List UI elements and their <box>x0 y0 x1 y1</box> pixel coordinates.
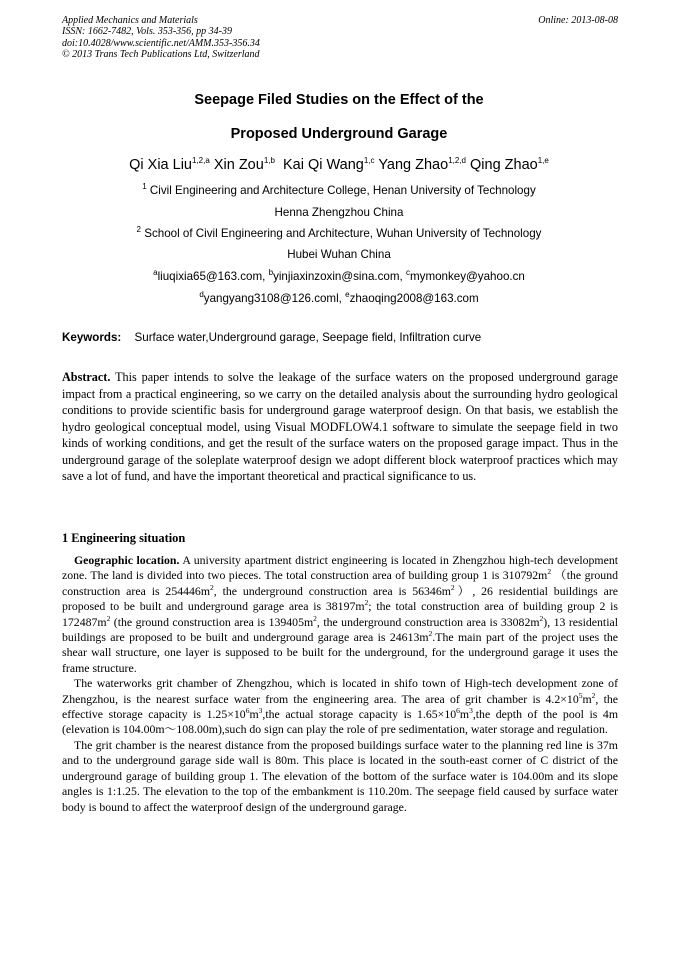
affiliation-1-location: Henna Zhengzhou China <box>274 206 404 219</box>
author-name: Yang Zhao <box>378 157 449 173</box>
abstract-label: Abstract. <box>62 370 111 384</box>
author-affiliation-mark: 1,b <box>263 156 275 166</box>
paper-title-line-1: Seepage Filed Studies on the Effect of the <box>194 92 484 108</box>
text-run: ; the total construction area of building group 2 is 172487m <box>62 599 618 629</box>
author-affiliation-mark: 1,c <box>363 156 375 166</box>
email-mark: c <box>405 268 410 278</box>
superscript: 3 <box>258 706 263 716</box>
journal-doi: doi:10.4028/www.scientific.net/AMM.353-356.34 <box>62 37 260 49</box>
email-address: yinjiaxinzoxin@sina.com, <box>273 270 406 283</box>
email-line-2 <box>0 292 678 305</box>
text-run: m <box>249 707 259 722</box>
text-run: .The main part of the project uses the shear wall structure, one layer is supposed to be built for the underground, for the underground garage it uses the frame structure. <box>62 630 618 675</box>
author-affiliation-mark: 1,2,a <box>192 156 210 166</box>
affiliation-number: 2 <box>136 225 141 235</box>
superscript: 2 <box>210 582 214 592</box>
text-run: （the ground construction area is 254446m <box>62 568 618 598</box>
affiliation-text: School of Civil Engineering and Architecture, Wuhan University of Technology <box>144 227 542 240</box>
keywords-text: Surface water,Underground garage, Seepage field, Infiltration curve <box>134 331 482 344</box>
superscript: 6 <box>245 706 250 716</box>
paper-title-line-2: Proposed Underground Garage <box>230 126 448 142</box>
email-mark: e <box>345 290 350 300</box>
affiliation-2-location: Hubei Wuhan China <box>287 248 391 261</box>
email-mark: b <box>268 268 274 278</box>
email-mark: d <box>199 290 204 300</box>
abstract-text: This paper intends to solve the leakage of the surface waters on the proposed underground garage impact from a practical engineering, so we carry on the detailed analysis about the surrounding hydro geological conditions to provide scientific basis for underground garage waterproof design. On that basis, we establish the hydro geological conceptual model, using Visual MODFLOW4.1 software to simulate the seepage field in two kinds of working conditions, and get the result of the surface waters on the proposed garage impact. Thus in the underground garage of the soleplate waterproof design we adopt different block waterproof practices which may save a lot of fund, and have the important theoretical and practical significance to us. <box>62 370 618 483</box>
affiliation-number: 1 <box>142 182 147 192</box>
email-address: zhaoqing2008@163.com <box>349 292 479 305</box>
email-mark: a <box>153 268 158 278</box>
email-address: yangyang3108@126.coml, <box>203 292 346 305</box>
superscript: 2 <box>313 613 317 623</box>
paragraph-waterworks <box>62 676 618 738</box>
email-address: mymonkey@yahoo.cn <box>409 270 525 283</box>
text-run: , the underground construction area is 33082m <box>316 614 540 629</box>
superscript: 6 <box>456 706 460 716</box>
paragraph-label: Geographic location. <box>74 553 180 567</box>
affiliation-text: Civil Engineering and Architecture College, Henan University of Technology <box>149 184 536 197</box>
text-run: m <box>582 691 592 706</box>
superscript: 2 <box>547 567 552 577</box>
text-run: ), 13 residential buildings are proposed to be built and underground garage area is 24613m <box>62 614 618 645</box>
author-affiliation-mark: 1,2,d <box>448 156 466 166</box>
author-list <box>0 157 678 173</box>
author-name: Kai Qi Wang <box>283 157 364 173</box>
email-line-1 <box>0 270 678 283</box>
text-run: , the effective storage capacity is 1.25×10 <box>62 691 619 722</box>
text-run: ,the actual storage capacity is 1.65×10 <box>262 707 457 722</box>
superscript: 3 <box>469 706 473 716</box>
superscript: 2 <box>428 629 433 639</box>
email-address: liuqixia65@163.com, <box>157 270 269 283</box>
superscript: 2 <box>106 613 111 623</box>
author-name: Xin Zou <box>213 157 264 173</box>
journal-copyright: © 2013 Trans Tech Publications Ltd, Switzerland <box>62 49 260 61</box>
online-date: Online: 2013-08-08 <box>538 15 618 26</box>
section-body <box>62 553 618 815</box>
keywords <box>62 331 618 344</box>
superscript: 2 <box>364 598 369 608</box>
text-run: ）, 26 residential buildings are proposed to be built and underground garage area is 38197m <box>62 583 618 614</box>
author-affiliation-mark: 1,e <box>537 156 549 166</box>
journal-issn: ISSN: 1662-7482, Vols. 353-356, pp 34-39 <box>62 26 232 38</box>
text-run: m <box>459 707 470 722</box>
text-run: , the underground construction area is 56346m <box>213 583 451 598</box>
superscript: 2 <box>591 690 596 700</box>
author-name: Qing Zhao <box>470 157 538 173</box>
affiliation-1 <box>0 184 678 197</box>
text-run: ,the depth of the pool is 4m (elevation is 104.00m～108.00m),such do sign can play the role of pre sedimentation, water storage and regulation. <box>62 707 619 737</box>
author-name: Qi Xia Liu <box>129 157 192 173</box>
superscript: 2 <box>539 613 544 623</box>
journal-header <box>62 15 618 61</box>
affiliation-2 <box>0 227 678 240</box>
abstract <box>62 369 618 485</box>
section-heading: 1 Engineering situation <box>62 531 186 545</box>
paragraph-geographic-location <box>62 553 618 676</box>
superscript: 5 <box>578 690 583 700</box>
keywords-label: Keywords: <box>62 331 122 344</box>
paragraph-grit-chamber: The grit chamber is the nearest distance from the proposed buildings surface water to the planning red line is 37m and to the underground garage side wall is 80m. This place is located in the south-east corner of C district of the underground garage of building group 1. The elevation of the bottom of the surface water is 104.00m and its slope angles is 1:1.25. The elevation to the top of the embankment is 110.20m. The seepage field caused by surface water body is bound to affect the waterproof design of the underground garage. <box>62 737 618 814</box>
text-run: The waterworks grit chamber of Zhengzhou, which is located in shifo town of High-tech development zone of Zhengzhou, is the nearest surface water from the engineering area. The area of grit chamber is 4.2×10 <box>62 676 618 706</box>
superscript: 2 <box>450 582 455 592</box>
journal-name: Applied Mechanics and Materials <box>62 15 198 26</box>
text-run: (the ground construction area is 139405m <box>110 614 314 629</box>
text-run: A university apartment district engineering is located in Zhengzhou high-tech development zone. The land is divided into two pieces. The total construction area of building group 1 is 310792m <box>62 553 619 583</box>
